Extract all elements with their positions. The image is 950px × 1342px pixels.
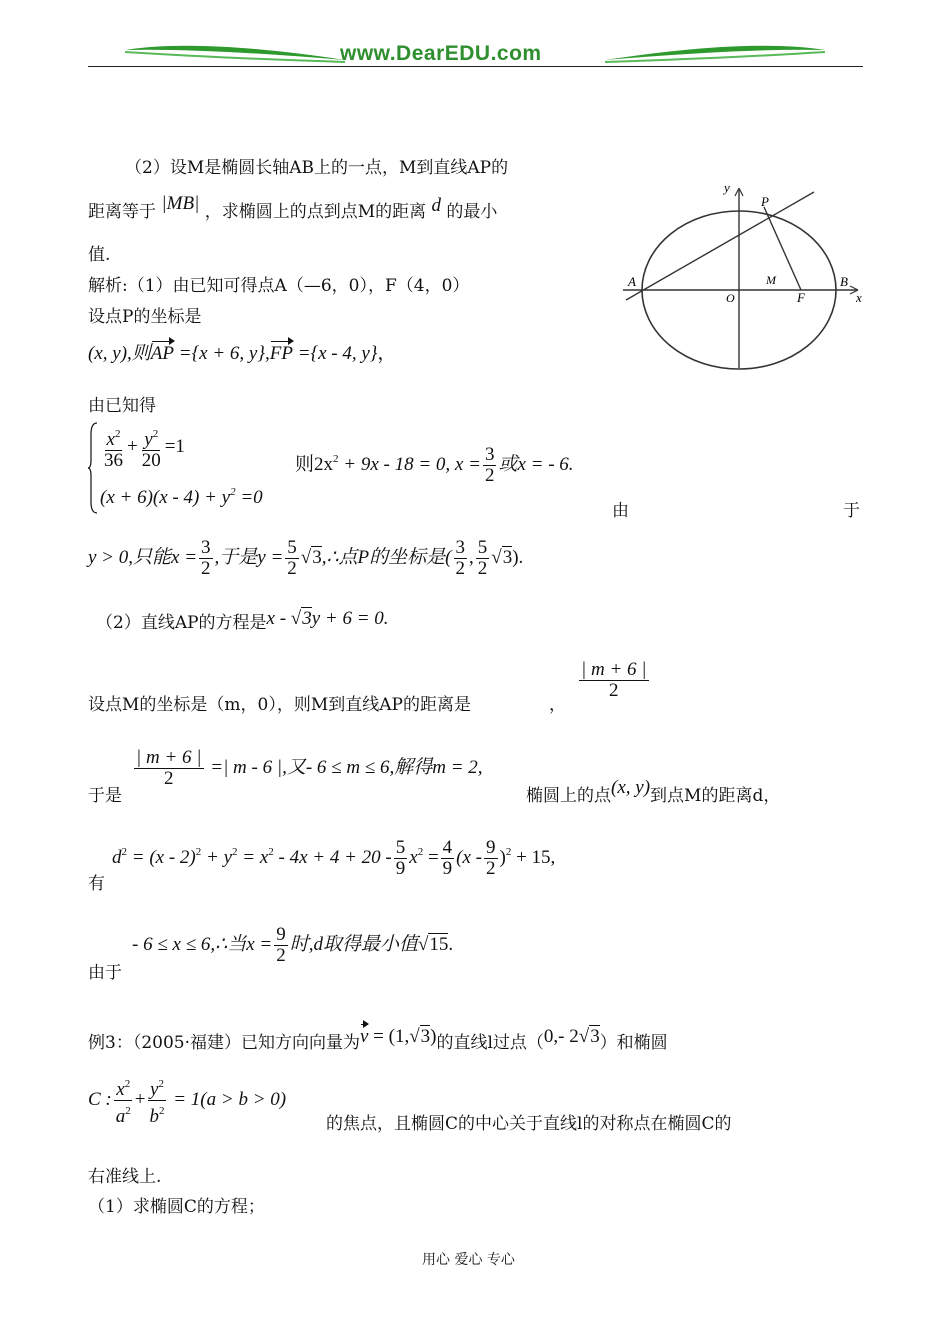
label-a: A [628,274,636,289]
header-leaf-right [600,38,830,68]
known-label: 由已知得 [88,396,156,416]
label-m: M [766,273,776,287]
youyu-label: 由于 [88,963,122,983]
line-ap-label: （2）直线AP的方程是x - √3y + 6 = 0. [96,608,389,633]
problem2-line2-c: 的最小 [446,202,498,222]
example3-focus-text: 的焦点，且椭圆C的中心关于直线l的对称点在椭圆C的 [326,1114,732,1134]
vector-ap: AP [150,343,174,364]
label-x: x [856,290,862,305]
problem2-line2 [88,193,498,223]
you-char: 由 [612,501,629,521]
site-title: www.DearEDU.com [340,42,542,65]
ellipse-figure [618,178,868,372]
example3-directrix: 右准线上. [88,1167,162,1187]
minimum-result: - 6 ≤ x ≤ 6,∴当x = $\frac{9}{2}$ 时,d取得最小值√15. [132,924,454,966]
label-o: O [726,291,735,305]
vector-fp: FP [269,343,293,364]
point-p-coordinates: y > 0,只能x = $\frac{3}{2}$ ,于是y = $\frac{5}{2}$ √3,∴点P的坐标是( $\frac{3}{2}$ , $\frac{5}{2}$ √3). [88,537,524,579]
m-coordinate-line: 设点M的坐标是（m，0），则M到直线AP的距离是 ， [88,695,566,715]
distance-squared-eq: $d^2 = (x - 2)^2 + y^2 = x^2 - 4x + 4 + 20$ - $\frac{5}{9}$ $x^2$ = $\frac{4}{9}$ (x - $\frac{9}{2}$ )$^2$ + 15, [112,837,556,879]
system-eq2: $(x + 6)(x - 4) + y^2 =0$ [100,486,263,508]
yu-char: 于 [843,501,860,521]
example3-line1: 例3：（2005·福建）已知方向向量为v = (1,√3)的直线l过点（0,- 2√3）和椭圆 [88,1026,668,1053]
label-f: F [797,290,805,305]
mb-abs: |MB| [161,193,200,214]
vector-equation: (x, y),则AP ={x + 6, y},FP ={x - 4, y}， [88,343,397,364]
problem2-line1: （2）设M是椭圆长轴AB上的一点，M到直线AP的 [125,158,509,178]
label-p: P [761,194,769,209]
example3-question1: （1）求椭圆C的方程； [88,1197,265,1217]
problem2-line3: 值. [88,245,111,265]
yushi-label: 于是 [88,786,122,806]
solution-line2: 设点P的坐标是 [88,307,202,327]
solve-m-equation: $\frac{| m + 6 |}{2}$ =| m - 6 |,又- 6 ≤ m ≤ 6,解得m = 2, [136,747,483,789]
ellipse-point-text: 椭圆上的点(x, y)到点M的距离d， [526,777,781,806]
label-b: B [840,274,848,289]
header-rule [88,66,863,67]
distance-frac: $\frac{| m + 6 |}{2}$ [581,659,647,701]
page-header [0,0,950,80]
you-label: 有 [88,874,105,894]
d-var: d [431,195,442,216]
label-y: y [724,180,730,195]
line-ap [626,192,814,300]
problem2-line2-b: ，求椭圆上的点到点M的距离 [204,202,427,222]
ellipse-c-equation: C : $\frac{x^2}{a^2}$ + $\frac{y^2}{b^2}$ = 1(a > b > 0) [88,1074,286,1127]
problem2-line2-a: 距离等于 [88,202,156,222]
quadratic-solution: 则$2x^2 + 9x - 18 = 0$, x = $\frac{3}{2}$ 或x = - 6. [295,444,574,486]
header-leaf-left [120,38,350,68]
brace-icon [88,422,98,514]
solution-line1: 解析:（1）由已知可得点A（—6，0），F（4，0） [88,276,470,296]
equation-system [88,422,328,517]
page-footer: 用心 爱心 专心 [422,1252,515,1268]
system-eq1: $\frac{x^2}{36}$ + $\frac{y^2}{20}$ =1 [100,424,185,471]
